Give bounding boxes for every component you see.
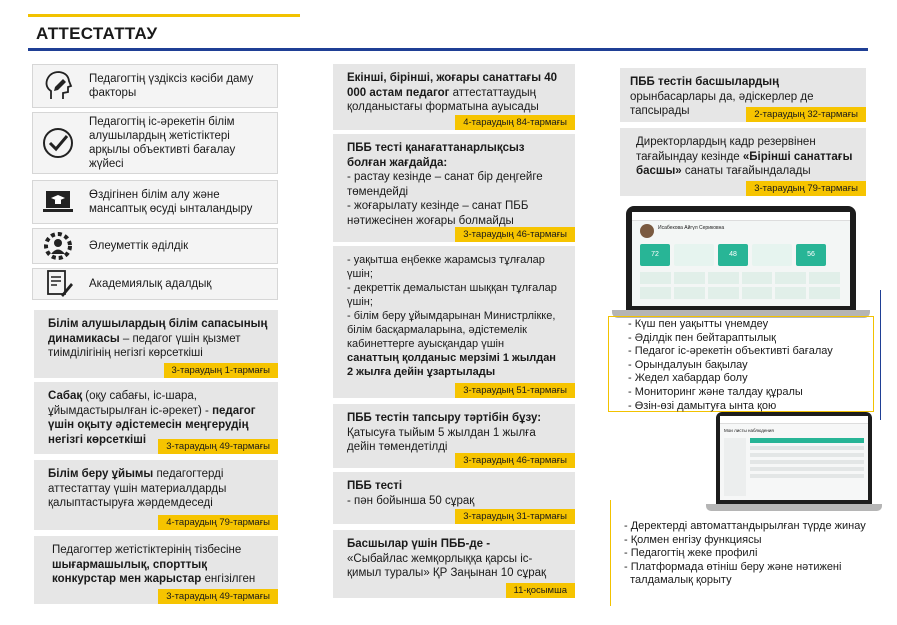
stat-card-light [674, 244, 714, 266]
head-pencil-icon [41, 69, 75, 103]
list-item: - Әділдік пен бейтараптылық [628, 331, 776, 344]
blue-divider [880, 290, 881, 420]
info-box [333, 530, 575, 598]
laptop-base [706, 504, 882, 511]
screen-row [750, 453, 864, 457]
box-text: (оқу сабағы, іс-шара, ұйымдастырылған іс-әрекет) - [48, 390, 213, 417]
info-box [34, 460, 278, 530]
box-bold-text: Білім алушылардың білім сапасының динамикасы [48, 318, 268, 345]
laptop-mockup-2 [706, 412, 882, 516]
reference-tag: 3-тараудың 79-тармағы [746, 181, 866, 196]
info-box [333, 64, 575, 130]
box-text: санаты тағайындалады [681, 165, 811, 177]
feature-item [32, 228, 278, 264]
feature-text: Академиялық адалдық [89, 278, 212, 290]
list-item: - Жедел хабардар болу [628, 372, 748, 385]
laptop-screen [632, 212, 850, 306]
box-text: аттестаттаудың қолданыстағы форматына ауысады [347, 86, 539, 113]
reference-tag: 3-тараудың 46-тармағы [455, 453, 575, 468]
box-text: - декреттік демалыстан шыққан тұлғалар үшін; [347, 282, 557, 308]
list-item: - Платформада өтініш беру және нәтижені [624, 560, 842, 573]
info-box [620, 68, 866, 122]
profile-name: Исабекова Айгүл Сериковна [658, 225, 725, 231]
info-box [34, 382, 278, 454]
list-item: - Күш пен уақытты үнемдеу [628, 318, 769, 330]
box-text: «Сыбайлас жемқорлыққа қарсы іс-қимыл туралы» ҚР Заңынан 10 сұрақ [347, 552, 547, 579]
screen-row [750, 446, 864, 450]
box-bold-text: Басшылар үшін ПББ-де - [347, 538, 491, 550]
box-bold-text: санаттың қолданыс мерзімі 1 жылдан 2 жылға дейін ұзартылады [347, 352, 556, 378]
box-text: Директорлардың кадр резервінен тағайындау кезінде [636, 136, 816, 163]
list-item: - Мониторинг және талдау құралы [628, 385, 803, 398]
list-item: - Педагогтің жеке профилі [624, 547, 758, 560]
feature-item [32, 268, 278, 300]
box-text: - уақытша еңбекке жарамсыз тұлғалар үшін; [347, 254, 545, 280]
screen-topbar [632, 212, 850, 221]
box-text: Педагогтер жетістіктерінің тізбесіне [52, 544, 242, 556]
list-item: - Қолмен енгізу функциясы [624, 533, 762, 546]
box-bold-text: Сабақ [48, 390, 83, 402]
stat-card-light [752, 244, 792, 266]
reference-tag: 4-тараудың 79-тармағы [158, 515, 278, 530]
screen-grid [640, 272, 840, 302]
info-box [34, 536, 278, 604]
reference-tag: 3-тараудың 51-тармағы [455, 383, 575, 398]
person-gear-icon [41, 229, 75, 263]
title-underline [28, 48, 868, 51]
reference-tag: 4-тараудың 84-тармағы [455, 115, 575, 130]
box-text: - жоғарылату кезінде – санат ПББ нәтижесінен жоғары болмайды [347, 200, 529, 227]
reference-tag: 3-тараудың 49-тармағы [158, 439, 278, 454]
yellow-divider [610, 500, 611, 606]
box-bold-text: ПББ тесті қанағаттанарлықсыз болған жағдайда: [347, 142, 525, 169]
feature-text: Әлеуметтік әділдік [89, 240, 189, 252]
page-title: АТТЕСТАТТАУ [36, 24, 158, 43]
reference-tag: 3-тараудың 31-тармағы [455, 509, 575, 524]
info-box [333, 472, 575, 524]
feature-text: Педагогтің іс-әрекетін білім алушылардың жетістіктері арқылы объективті бағалау жүйесі [89, 116, 236, 170]
box-bold-text: ПББ тестін басшылардың [630, 76, 780, 88]
box-text: педагогтерді аттестаттау үшін материалдарды қалыптастыруға жәрдемдеседі [48, 468, 227, 509]
checkmark-circle-icon [41, 126, 75, 160]
box-text: Қатысуға тыйым 5 жылдан 1 жылға дейін төмендетілді [347, 426, 536, 453]
screen-sidebar [724, 438, 746, 496]
box-bold-text: ПББ тестін тапсыру тәртібін бұзу: [347, 412, 542, 424]
reference-tag: 2-тараудың 32-тармағы [746, 107, 866, 122]
reference-tag: 3-тараудың 1-тармағы [164, 363, 279, 378]
list-item: талдамалық қорыту [624, 574, 732, 587]
platform-benefits-list [628, 318, 833, 413]
screen-row [750, 467, 864, 471]
box-text: - пән бойынша 50 сұрақ [347, 494, 475, 507]
screen-row [750, 474, 864, 478]
screen-topbar [720, 416, 868, 424]
screen-heading: Мои листы наблюдения [724, 428, 774, 433]
feature-text: Педагогтің үздіксіз кәсіби даму факторы [89, 73, 254, 99]
info-box [620, 128, 866, 196]
info-box [333, 134, 575, 242]
feature-item [32, 64, 278, 108]
reference-tag: 3-тараудың 46-тармағы [455, 227, 575, 242]
title-accent-line [28, 14, 300, 17]
laptop-mockup-1 [612, 206, 872, 324]
box-bold-text: ПББ тесті [347, 480, 403, 492]
box-bold-text: Білім беру ұйымы [48, 468, 154, 480]
stat-card: 72 [640, 244, 670, 266]
screen-row [750, 460, 864, 464]
list-item: - Өзін-өзі дамытуға ынта қою [628, 399, 777, 412]
box-bold-text: Екінші, бірінші, жоғары санаттағы 40 000 астам педагог [347, 72, 558, 99]
box-text: - растау кезінде – санат бір деңгейге төмендейді [347, 171, 543, 198]
laptop-screen [720, 416, 868, 500]
feature-text: Өздігінен білім алу және мансаптық өсуді ынталандыру [89, 189, 253, 215]
platform-features-list [624, 520, 866, 588]
stat-card: 56 [796, 244, 826, 266]
reference-tag: 3-тараудың 49-тармағы [158, 589, 278, 604]
feature-item [32, 180, 278, 224]
list-item: - Деректерді автоматтандырылған түрде жинау [624, 520, 866, 532]
reference-tag: 11-қосымша [506, 583, 575, 598]
list-item: - Орындалуын бақылау [628, 358, 748, 371]
info-box [333, 246, 575, 398]
avatar [640, 224, 654, 238]
box-bold-text: шығармашылық, спорттық конкурстар мен жарыстар [52, 558, 207, 585]
laptop-graduation-icon [41, 185, 75, 219]
list-item: - Педагог іс-әрекетін объективті бағалау [628, 345, 833, 358]
feature-item [32, 112, 278, 174]
box-bold-text: «Бірінші санаттағы басшы» [636, 150, 853, 177]
screen-table-header [750, 438, 864, 443]
stat-card: 48 [718, 244, 748, 266]
box-text: – педагог үшін қызмет тиімділігінің негізгі көрсеткіші [48, 332, 241, 359]
box-text: - білім беру ұйымдарынан Министрлікке, білім басқармаларына, әдістемелік кабинеттерге ауысқандар үшін [347, 310, 556, 350]
box-text: орынбасарлары да, әдіскерлер де тапсырады [630, 90, 814, 117]
box-bold-text: педагог үшін оқыту әдістемесін меңгерудің негізгі көрсеткіші [48, 404, 256, 446]
document-pen-icon [41, 267, 75, 301]
info-box [333, 404, 575, 468]
box-text: енгізілген [201, 573, 256, 585]
info-box [34, 310, 278, 378]
